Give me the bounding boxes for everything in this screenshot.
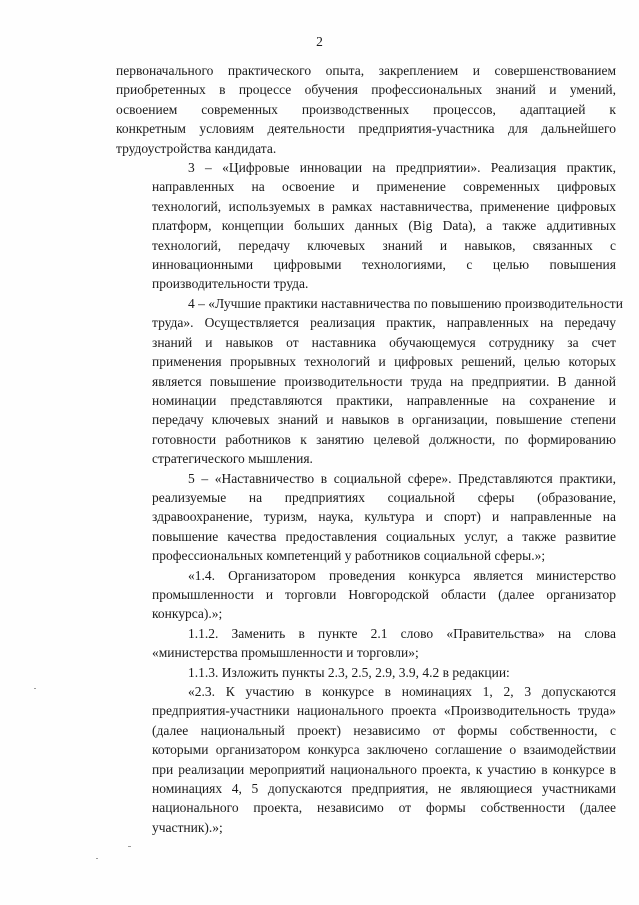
paragraph [116,294,623,469]
scan-speck [96,858,98,859]
text-line: технологий, используемых в рамках наставничества, применение цифровых [152,198,616,214]
text-line: освоением современных производственных процессов, адаптацией к [116,101,616,117]
text-line: знаний и навыков от наставника обучающемуся сотруднику за счет [152,334,616,350]
text-line: платформ, концепции больших данных (Big Data), а также аддитивных [152,218,616,234]
text-line: предприятия-участники национального проекта «Производительность труда» [152,703,616,719]
text-line: «1.4. Организатором проведения конкурса является министерство [188,567,616,583]
document-body [116,61,623,837]
text-line: является повышение производительности труда на предприятии. В данной [152,373,616,389]
text-line: «2.3. К участию в конкурсе в номинациях 1, 2, 3 допускаются [188,684,616,699]
text-line: реализуемые на предприятиях социальной сферы (образование, [152,489,616,505]
text-line: готовности работников к занятию целевой должности, по формированию [152,431,616,447]
paragraph [116,566,616,624]
text-line: здравоохранение, туризм, наука, культура и спорт) и направленные на [152,509,616,525]
text-line: (далее национальный проект) независимо от формы собственности, с [152,722,616,738]
text-line: номинациях 4, 5 допускаются предприятия, не являющиеся участниками [152,781,616,797]
text-line: производительности труда. [152,276,309,292]
scan-speck [128,846,131,847]
text-line: применения прорывных технологий и цифровых решений, целью которых [152,354,616,370]
text-line: 1.1.3. Изложить пункты 2.3, 2.5, 2.9, 3.9, 4.2 в редакции: [188,664,510,680]
paragraph [116,663,616,682]
text-line: конкретным условиям деятельности предприятия-участника для дальнейшего [116,121,616,137]
text-line: передачу ключевых знаний и навыков в организации, повышение степени [152,412,616,428]
text-line: промышленности и торговли Новгородской области (далее организатор [152,586,616,602]
paragraph [116,158,616,294]
paragraph [116,469,616,566]
page-number: 2 [316,34,323,49]
text-line: первоначального практического опыта, закреплением и совершенствованием [116,63,616,78]
text-line: «министерства промышленности и торговли»; [152,645,419,661]
text-line: повышение качества предоставления социальных услуг, а также развитие [152,528,616,544]
text-line: направленных на освоение и применение современных цифровых [152,179,616,195]
text-line: трудоустройства кандидата. [116,140,277,156]
text-line: 4 – «Лучшие практики наставничества по повышению производительности [188,295,623,311]
text-line: профессиональных компетенций у работников социальной сферы.»; [152,548,546,564]
paragraph [116,624,616,663]
paragraph [116,682,616,837]
text-line: участник).»; [152,819,223,835]
text-line: которыми организатором конкурса заключено соглашение о взаимодействии [152,742,616,758]
text-line: инновационными цифровыми технологиями, с целью повышения [152,257,616,273]
paragraph [116,61,616,158]
text-line: стратегического мышления. [152,451,313,467]
text-line: 1.1.2. Заменить в пункте 2.1 слово «Правительства» на слова [188,625,616,641]
text-line: технологий, передачу ключевых знаний и навыков, связанных с [152,237,616,253]
text-line: национального проекта, независимо от формы собственности (далее [152,800,616,816]
text-line: труда». Осуществляется реализация практик, направленных на передачу [152,315,616,331]
scan-speck [34,688,36,689]
text-line: при реализации мероприятий национального проекта, к участию в конкурсе в [152,761,616,777]
text-line: номинации представляются практики, направленные на сохранение и [152,392,616,408]
text-line: приобретенных в процессе обучения профессиональных знаний и умений, [116,82,616,98]
text-line: 5 – «Наставничество в социальной сфере». Представляются практики, [188,470,616,486]
text-line: конкурса).»; [152,606,223,622]
text-line: 3 – «Цифровые инновации на предприятии». Реализация практик, [188,160,616,176]
